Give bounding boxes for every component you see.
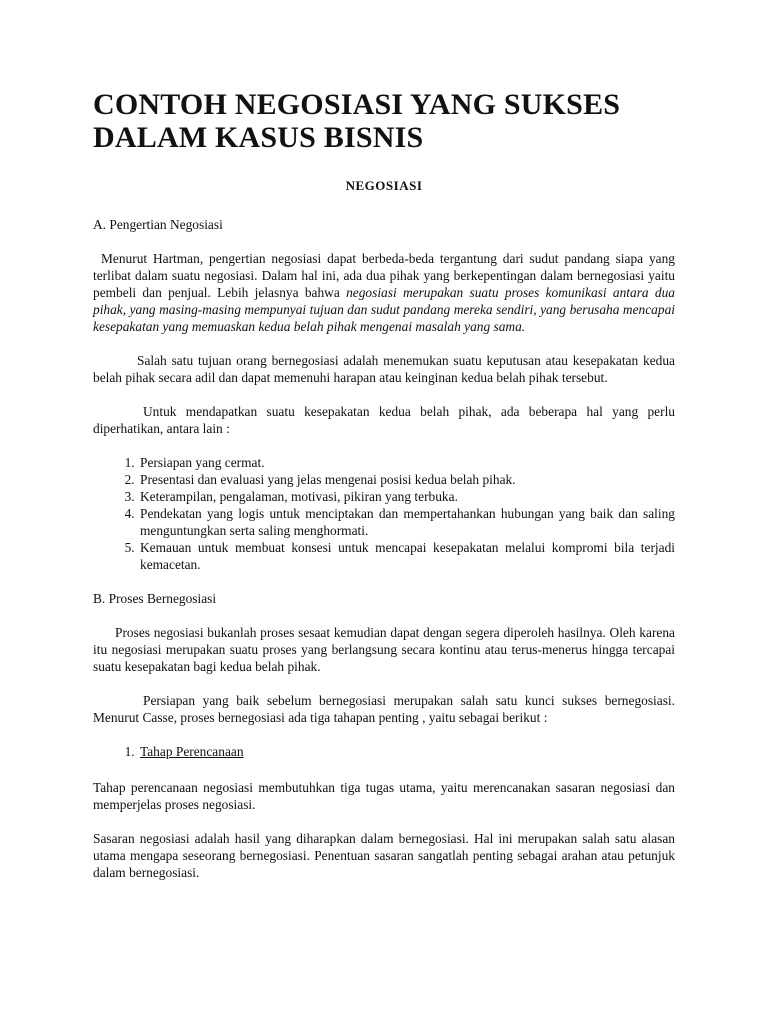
list-item: 1. Persiapan yang cermat. xyxy=(138,454,675,471)
paragraph-goals: Sasaran negosiasi adalah hasil yang diharapkan dalam bernegosiasi. Hal ini merupakan salah satu alasan utama mengapa seseorang bernegosiasi. Penentuan sasaran sangatlah penting sebagai arahan atau petunjuk dalam bernegosiasi. xyxy=(93,831,675,880)
list-item xyxy=(138,743,675,760)
paragraph-definition-italic: negosiasi merupakan suatu proses komunikasi antara dua pihak, yang masing-masing mempunyai tujuan dan sudut pandang mereka sendiri, yang berusaha mencapai kesepakatan yang memuaskan kedua belah pihak mengenai masalah yang sama. xyxy=(93,285,675,334)
list-item: 2. Presentasi dan evaluasi yang jelas mengenai posisi kedua belah pihak. xyxy=(138,471,675,488)
subheading-a: A. Pengertian Negosiasi xyxy=(93,217,223,232)
section-heading: NEGOSIASI xyxy=(345,178,423,193)
stages-list xyxy=(93,743,675,760)
list-item: 5. Kemauan untuk membuat konsesi untuk mencapai kesepakatan melalui kompromi bila terjadi kemacetan. xyxy=(138,539,675,573)
subheading-b: B. Proses Bernegosiasi xyxy=(93,591,217,606)
document-title: CONTOH NEGOSIASI YANG SUKSES DALAM KASUS BISNIS xyxy=(93,88,621,154)
considerations-list xyxy=(93,454,675,573)
document-body xyxy=(93,88,675,898)
paragraph-process: Proses negosiasi bukanlah proses sesaat kemudian dapat dengan segera diperoleh hasilnya. Oleh karena itu negosiasi merupakan suatu proses yang berlangsung secara kontinu atau terus-menerus hingga tercapai suatu kesepakatan bagi kedua belah pihak. xyxy=(93,625,675,674)
paragraph-purpose: Salah satu tujuan orang bernegosiasi adalah menemukan suatu keputusan atau kesepakatan kedua belah pihak secara adil dan dapat memenuhi harapan atau keinginan kedua belah pihak tersebut. xyxy=(93,353,675,385)
paragraph-planning: Tahap perencanaan negosiasi membutuhkan tiga tugas utama, yaitu merencanakan sasaran negosiasi dan memperjelas proses negosiasi. xyxy=(93,780,675,812)
paragraph-preparation: Persiapan yang baik sebelum bernegosiasi merupakan salah satu kunci sukses bernegosiasi. Menurut Casse, proses bernegosiasi ada tiga tahapan penting , yaitu sebagai berikut : xyxy=(93,693,675,725)
paragraph-definition xyxy=(93,250,675,335)
paragraph-definition-text: Menurut Hartman, pengertian negosiasi dapat berbeda-beda tergantung dari sudut pandang siapa yang terlibat dalam suatu negosiasi. Dalam hal ini, ada dua pihak yang berkepentingan dalam bernegosiasi yaitu pembeli dan penjual. Lebih jelasnya bahwa xyxy=(93,251,675,300)
paragraph-considerations: Untuk mendapatkan suatu kesepakatan kedua belah pihak, ada beberapa hal yang perlu diperhatikan, antara lain : xyxy=(93,404,675,436)
list-item: 4. Pendekatan yang logis untuk menciptakan dan mempertahankan hubungan yang baik dan saling menguntungkan serta saling menghormati. xyxy=(138,505,675,539)
stage-title: Tahap Perencanaan xyxy=(140,744,244,759)
list-item: 3. Keterampilan, pengalaman, motivasi, pikiran yang terbuka. xyxy=(138,488,675,505)
